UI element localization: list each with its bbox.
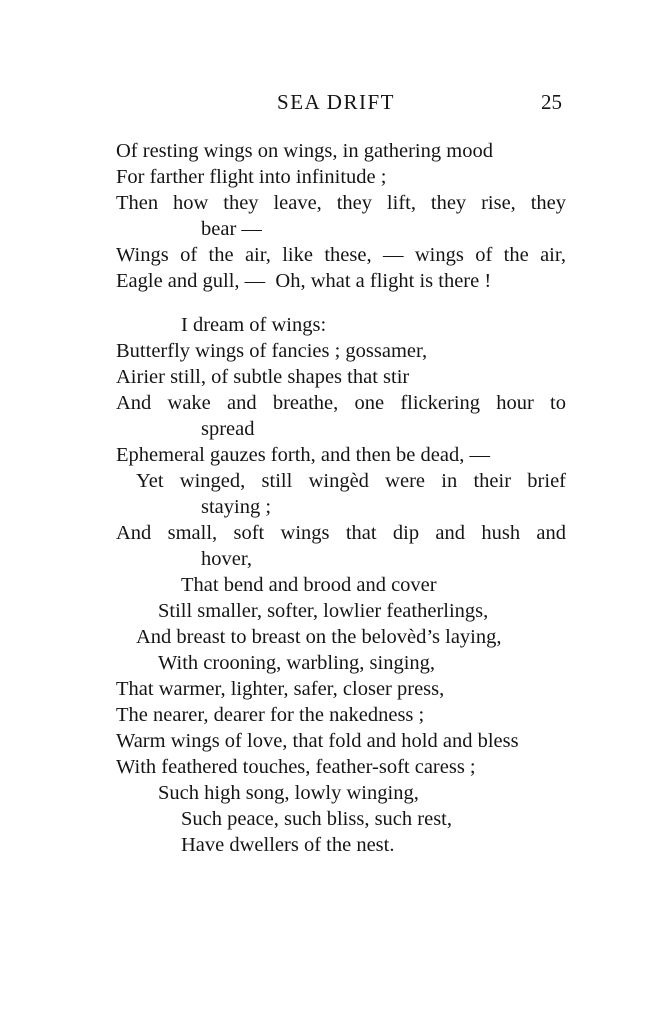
poem-line: Airier still, of subtle shapes that stir [116, 366, 410, 388]
poem-line: Warm wings of love, that fold and hold and bless [116, 730, 519, 752]
poem-line: Still smaller, softer, lowlier featherlings, [158, 600, 489, 622]
poem-line-turnover: hover, [201, 548, 252, 570]
poem-line: Then how they leave, they lift, they rise, they [116, 192, 566, 214]
poem-line: Butterfly wings of fancies ; gossamer, [116, 340, 428, 362]
poem-line: Have dwellers of the nest. [181, 834, 395, 856]
poem-line: With feathered touches, feather-soft caress ; [116, 756, 476, 778]
poem-line: And breast to breast on the belovèd’s laying, [136, 626, 502, 648]
poem-line: And small, soft wings that dip and hush and [116, 522, 566, 544]
poem-line: I dream of wings: [181, 314, 327, 336]
poem-line: Eagle and gull, — Oh, what a flight is there ! [116, 270, 492, 292]
poem-line-turnover: staying ; [201, 496, 272, 518]
poem-line: And wake and breathe, one flickering hour to [116, 392, 566, 414]
poem-line: For farther flight into infinitude ; [116, 166, 387, 188]
page-number: 25 [541, 90, 562, 114]
poem-line: Such peace, such bliss, such rest, [181, 808, 452, 830]
poem-line: That bend and brood and cover [181, 574, 437, 596]
running-head [0, 90, 672, 120]
poem-line: Ephemeral gauzes forth, and then be dead, — [116, 444, 490, 466]
poem-line-turnover: spread [201, 418, 255, 440]
stanza-2 [116, 312, 566, 858]
poem-line: Such high song, lowly winging, [158, 782, 419, 804]
poem-line: With crooning, warbling, singing, [158, 652, 436, 674]
poem-line-turnover: bear — [201, 218, 262, 240]
poem-line: The nearer, dearer for the nakedness ; [116, 704, 425, 726]
poem-line: Wings of the air, like these, — wings of the air, [116, 244, 566, 266]
stanza-1 [116, 138, 566, 294]
poem-line: Yet winged, still wingèd were in their brief [136, 470, 566, 492]
poem-line: Of resting wings on wings, in gathering mood [116, 140, 493, 162]
running-head-title: SEA DRIFT [277, 90, 395, 114]
poem-line: That warmer, lighter, safer, closer press, [116, 678, 445, 700]
